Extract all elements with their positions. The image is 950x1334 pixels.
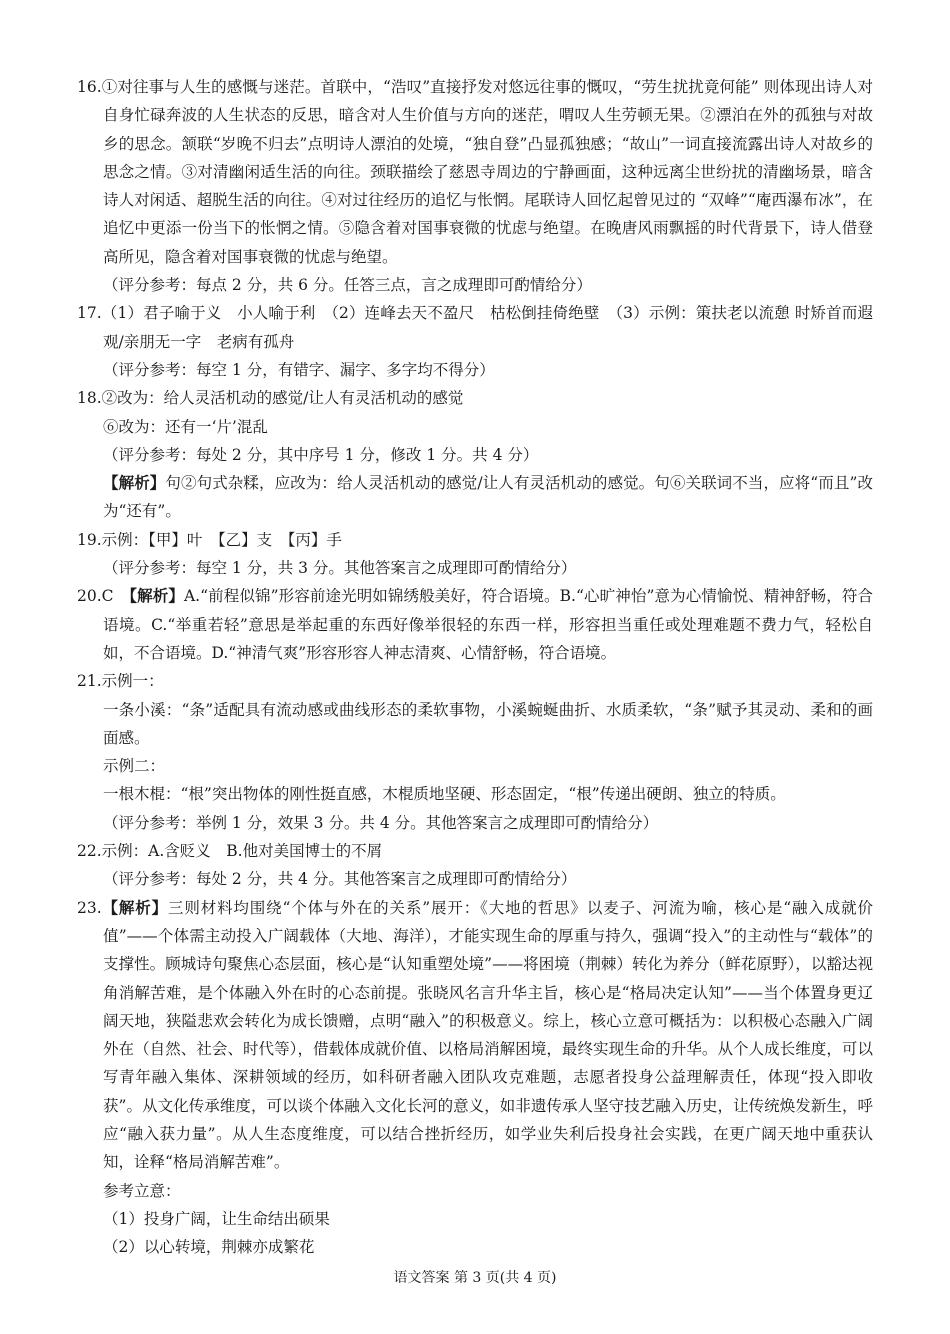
q23-reference-title: 参考立意： <box>103 1181 181 1200</box>
analysis-tag: 【解析】 <box>101 897 168 917</box>
q23-analysis-text: 三则材料均围绕“个体与外在的关系”展开：《大地的哲思》以麦子、河流为喻，核心是“融入成就价值”——个体需主动投入广阔载体（大地、海洋），才能实现生命的厚重与持久，强调“投入”的主动性与“载体”的支撑性。顾城诗句聚焦心态层面，核心是“认知重塑处境”——将困境（荆棘）转化为养分（鲜花原野），以豁达视角消解苦难，是个体融入外在时的心态前提。张晓风名言升华主旨，核心是“格局决定认知”——当个体置身更辽阔天地，狭隘悲欢会转化为成长馈赠，点明“融入”的积极意义。综上，核心立意可概括为：以积极心态融入广阔外在（自然、社会、时代等），借载体成就价值、以格局消解困境，最终实现生命的升华。从个人成长维度，可以写青年融入集体、深耕领域的经历，如科研者融入团队攻克难题，志愿者投身公益理解责任，体现“投入即收获”。从文化传承维度，可以谈个体融入文化长河的意义，如非遗传承人坚守技艺融入历史，让传统焕发新生，呼应“融入获力量”。从人生态度维度，可以结合挫折经历，如学业失利后投身社会实践，在更广阔天地中重获认知，诠释“格局消解苦难”。 <box>103 898 873 1172</box>
q21-scoring-note: （评分参考：举例 1 分，效果 3 分。共 4 分。其他答案言之成理即可酌情给分） <box>103 813 659 832</box>
q18-scoring-note: （评分参考：每处 2 分，其中序号 1 分，修改 1 分。共 4 分） <box>103 445 539 464</box>
q20-answer <box>77 582 873 667</box>
q21-example2: 一根木棍：“根”突出物体的刚性挺直感，木棍质地坚硬、形态固定，“根”传递出硬朗、独立的特质。 <box>103 785 786 804</box>
q22-answer: 22.示例：A.含贬义 B.他对美国博士的不屑 <box>77 842 383 861</box>
q17-scoring-note: （评分参考：每空 1 分，有错字、漏字、多字均不得分） <box>103 360 495 379</box>
q21-title2: 示例二： <box>103 757 166 776</box>
q18-analysis <box>77 469 873 526</box>
q22-scoring-note: （评分参考：每处 2 分，共 4 分。其他答案言之成理即可酌情给分） <box>103 870 577 889</box>
q23-reference-2: （2）以心转境，荆棘亦成繁花 <box>103 1238 315 1257</box>
q20-choice: 20.C <box>77 587 130 606</box>
q23-reference-1: （1）投身广阔，让生命结出硕果 <box>103 1209 330 1228</box>
q18-answer-line1: 18.②改为：给人灵活机动的感觉/让人有灵活机动的感觉 <box>77 389 464 408</box>
page-footer: 语文答案 第 3 页(共 4 页) <box>393 1270 557 1286</box>
q23-answer <box>77 894 873 1177</box>
analysis-tag: 【解析】 <box>129 586 184 606</box>
answer-content <box>77 73 873 1261</box>
q21-example1: 一条小溪：“条”适配具有流动感或曲线形态的柔软事物，小溪蜿蜒曲折、水质柔软，“条”赋予其灵动、柔和的画面感。 <box>103 700 873 747</box>
q23-number: 23. <box>77 898 102 917</box>
q20-analysis-text: A.“前程似锦”形容前途光明如锦绣般美好，符合语境。B.“心旷神怡”意为心情愉悦、精神舒畅，符合语境。C.“举重若轻”意思是举起重的东西好像举很轻的东西一样，形容担当重任或处理难题不费力气，轻松自如，不合语境。D.“神清气爽”形容形容人神志清爽、心情舒畅，符合语境。 <box>103 587 874 662</box>
q16-answer: 16.①对往事与人生的感慨与迷茫。首联中，“浩叹”直接抒发对悠远往事的慨叹，“劳生扰扰竟何能” 则体现出诗人对自身忙碌奔波的人生状态的反思，暗含对人生价值与方向的迷茫，喟叹人生劳顿无果。②漂泊在外的孤独与对故乡的思念。颔联“岁晚不归去”点明诗人漂泊的处境，“独自登”凸显孤独感；“故山”一词直接流露出诗人对故乡的思念之情。③对清幽闲适生活的向往。颈联描绘了慈恩寺周边的宁静画面，这种远离尘世纷扰的清幽场景，暗含诗人对闲适、超脱生活的向往。④对过往经历的追忆与怅惘。尾联诗人回忆起曾见过的 “双峰”“庵西瀑布冰”，在追忆中更添一份当下的怅惘之情。⑤隐含着对国事衰微的忧虑与绝望。在晚唐风雨飘摇的时代背景下，诗人借登高所见，隐含着对国事衰微的忧虑与绝望。 <box>77 78 873 266</box>
q17-answer: 17.（1）君子喻于义 小人喻于利 （2）连峰去天不盈尺 枯松倒挂倚绝壁 （3）示例：策扶老以流憩 时矫首而遐观/亲朋无一字 老病有孤舟 <box>77 304 873 351</box>
analysis-tag: 【解析】 <box>103 473 166 493</box>
q19-answer: 19.示例：【甲】叶 【乙】支 【丙】手 <box>77 530 342 549</box>
q18-answer-line2: ⑥改为：还有一‘片’混乱 <box>103 417 268 436</box>
q19-scoring-note: （评分参考：每空 1 分，共 3 分。其他答案言之成理即可酌情给分） <box>103 559 577 578</box>
q16-scoring-note: （评分参考：每点 2 分，共 6 分。任答三点，言之成理即可酌情给分） <box>103 276 592 295</box>
q21-title: 21.示例一： <box>77 672 164 691</box>
q18-analysis-text: 句②句式杂糅，应改为：给人灵活机动的感觉/让人有灵活机动的感觉。句⑥关联词不当，应将“而且”改为“还有”。 <box>103 474 873 521</box>
